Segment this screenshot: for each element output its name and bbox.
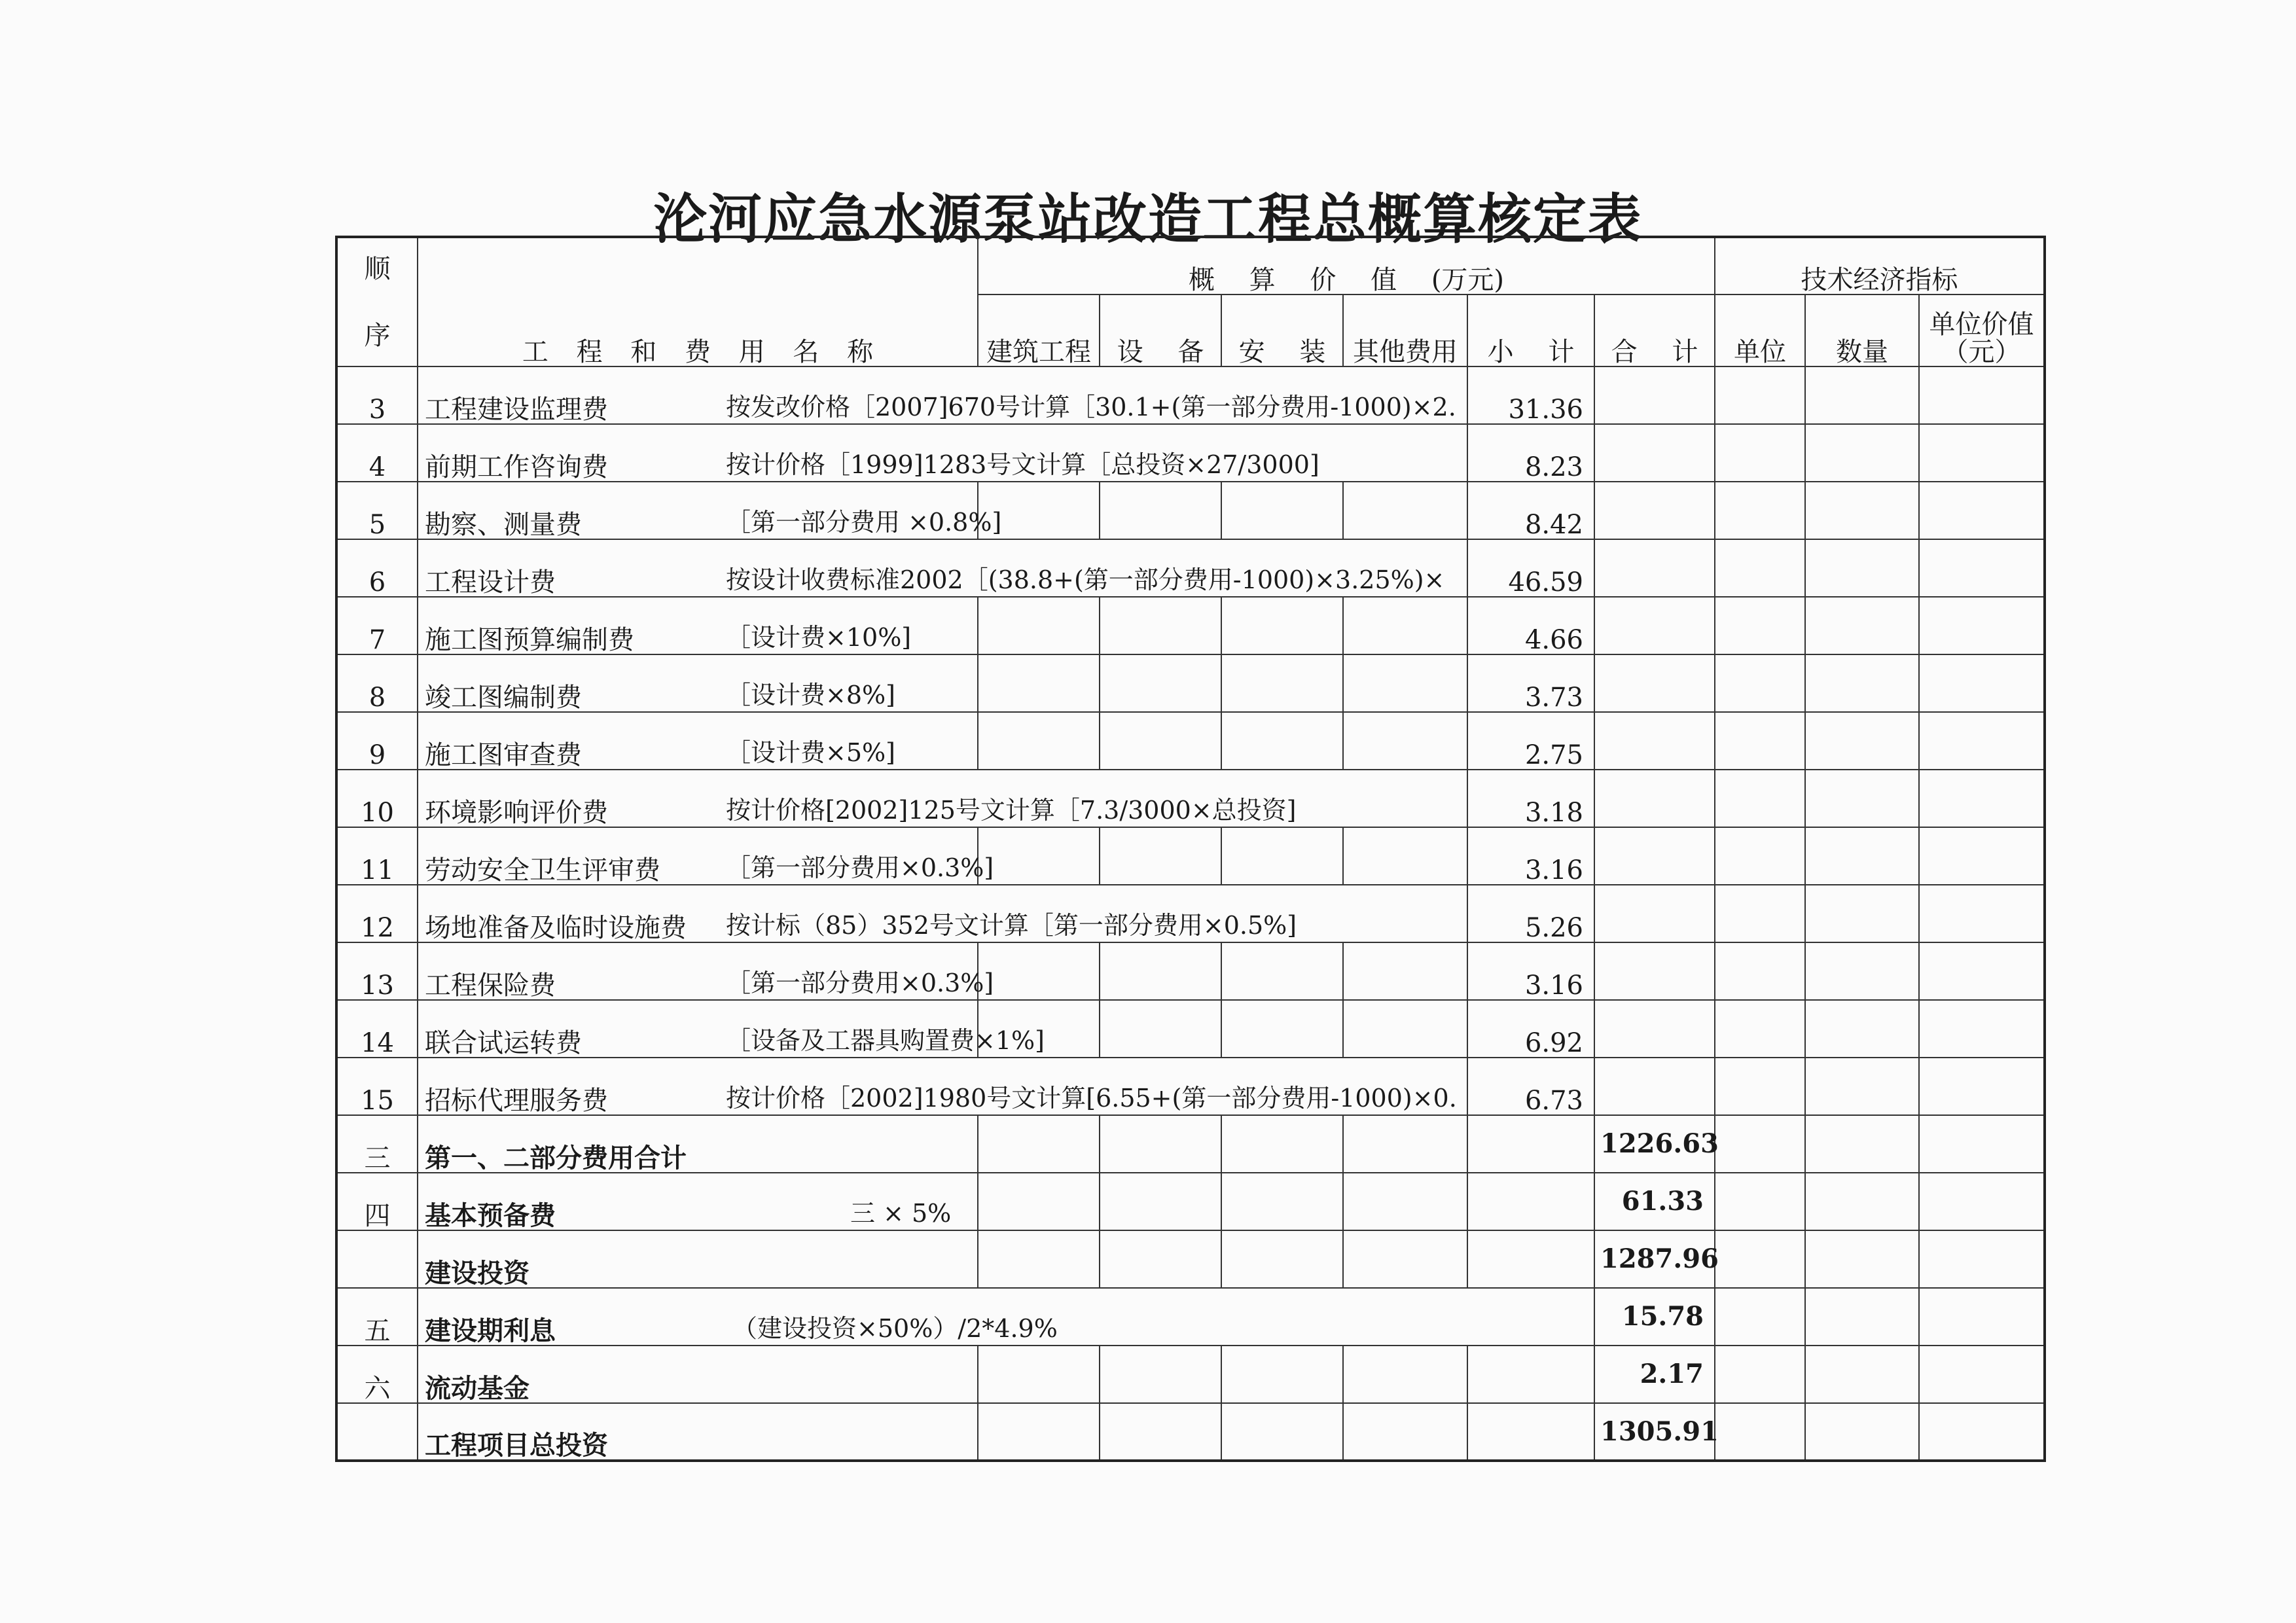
row-number: 10 bbox=[336, 770, 418, 827]
tech-group-header: 技术经济指标 bbox=[1715, 237, 2045, 294]
row-number: 9 bbox=[336, 712, 418, 770]
empty-cell bbox=[1467, 1173, 1594, 1230]
empty-cell bbox=[978, 654, 1100, 712]
tech-indicator-cell bbox=[1805, 827, 1919, 885]
empty-cell bbox=[1221, 1230, 1343, 1288]
tech-indicator-cell bbox=[1919, 482, 2045, 539]
row-name-cell bbox=[418, 424, 1467, 482]
row-name: 前期工作咨询费 bbox=[425, 452, 608, 482]
tech-indicator-cell bbox=[1715, 1230, 1805, 1288]
row-name: 招标代理服务费 bbox=[425, 1086, 608, 1116]
tech-indicator-cell bbox=[1715, 366, 1805, 424]
tech-indicator-cell bbox=[1919, 1346, 2045, 1403]
tech-indicator-cell bbox=[1805, 942, 1919, 1000]
tech-indicator-cell bbox=[1919, 1058, 2045, 1115]
tech-indicator-cell bbox=[1919, 1115, 2045, 1173]
empty-cell bbox=[1343, 1230, 1467, 1288]
total-cell: 15.78 bbox=[1594, 1288, 1715, 1346]
empty-cell bbox=[1100, 712, 1221, 770]
tech-indicator-cell bbox=[1715, 597, 1805, 654]
total-cell: 1226.63 bbox=[1594, 1115, 1715, 1173]
empty-cell bbox=[1100, 1346, 1221, 1403]
empty-cell bbox=[1100, 654, 1221, 712]
row-name: 施工图预算编制费 bbox=[425, 625, 634, 655]
tech-indicator-cell bbox=[1919, 1173, 2045, 1230]
tech-indicator-cell bbox=[1919, 424, 2045, 482]
row-name: 工程设计费 bbox=[425, 567, 556, 597]
row-number: 4 bbox=[336, 424, 418, 482]
row-name: 劳动安全卫生评审费 bbox=[425, 855, 660, 885]
empty-cell bbox=[1100, 942, 1221, 1000]
table-row bbox=[336, 1403, 2045, 1461]
tech-indicator-cell bbox=[1715, 885, 1805, 942]
tech-indicator-cell bbox=[1805, 1403, 1919, 1461]
tech-indicator-cell bbox=[1715, 827, 1805, 885]
row-number: 12 bbox=[336, 885, 418, 942]
empty-cell bbox=[1467, 1230, 1594, 1288]
tech-indicator-cell bbox=[1805, 1058, 1919, 1115]
subtotal-cell: 2.75 bbox=[1467, 712, 1594, 770]
row-name: 基本预备费 bbox=[425, 1200, 556, 1231]
row-formula: 按计价格［1999]1283号文计算［总投资×27/3000] bbox=[726, 450, 1319, 480]
empty-cell bbox=[1100, 1173, 1221, 1230]
empty-cell bbox=[1221, 942, 1343, 1000]
row-name-cell bbox=[418, 827, 994, 885]
tech-indicator-cell bbox=[1919, 1230, 2045, 1288]
empty-cell bbox=[1343, 1346, 1467, 1403]
empty-cell bbox=[1221, 1115, 1343, 1173]
table-row bbox=[336, 424, 2045, 482]
subtotal-cell: 3.16 bbox=[1467, 942, 1594, 1000]
tech-indicator-cell bbox=[1919, 942, 2045, 1000]
total-cell bbox=[1594, 712, 1715, 770]
row-name: 竣工图编制费 bbox=[425, 683, 582, 713]
row-formula: 按发改价格［2007]670号计算［30.1+(第一部分费用-1000)×2. bbox=[726, 393, 1456, 422]
subtotal-cell: 3.18 bbox=[1467, 770, 1594, 827]
row-formula: 按计价格[2002]125号文计算［7.3/3000×总投资] bbox=[726, 796, 1297, 825]
empty-cell bbox=[1467, 1346, 1594, 1403]
budget-table bbox=[335, 236, 2046, 1462]
row-formula: ［第一部分费用×0.3%] bbox=[726, 969, 994, 998]
table-row bbox=[336, 597, 2045, 654]
empty-cell bbox=[1221, 712, 1343, 770]
tech-indicator-cell bbox=[1805, 424, 1919, 482]
empty-cell bbox=[1221, 827, 1343, 885]
subtotal-cell: 31.36 bbox=[1467, 366, 1594, 424]
row-formula: ［设计费×8%] bbox=[726, 681, 895, 710]
row-name: 联合试运转费 bbox=[425, 1028, 582, 1058]
empty-cell bbox=[1343, 827, 1467, 885]
tech-indicator-cell bbox=[1805, 366, 1919, 424]
row-number bbox=[336, 1230, 418, 1288]
table-row bbox=[336, 885, 2045, 942]
row-name-cell bbox=[418, 770, 1467, 827]
row-formula: ［设计费×10%] bbox=[726, 623, 912, 652]
table-row bbox=[336, 770, 2045, 827]
row-formula: 按设计收费标准2002［(38.8+(第一部分费用-1000)×3.25%)× bbox=[726, 565, 1445, 595]
row-number: 14 bbox=[336, 1000, 418, 1058]
empty-cell bbox=[978, 1115, 1100, 1173]
row-name-cell bbox=[418, 885, 1467, 942]
empty-cell bbox=[978, 1000, 1100, 1058]
tech-indicator-cell bbox=[1715, 1000, 1805, 1058]
empty-cell bbox=[978, 482, 1100, 539]
table-row bbox=[336, 366, 2045, 424]
empty-cell bbox=[978, 827, 1100, 885]
row-name-cell bbox=[418, 1403, 978, 1461]
total-cell bbox=[1594, 1000, 1715, 1058]
subtotal-cell: 4.66 bbox=[1467, 597, 1594, 654]
empty-cell bbox=[978, 1230, 1100, 1288]
tech-indicator-cell bbox=[1715, 539, 1805, 597]
subtotal-cell: 46.59 bbox=[1467, 539, 1594, 597]
quantity-header: 数量 bbox=[1805, 294, 1919, 366]
tech-indicator-cell bbox=[1715, 1173, 1805, 1230]
table-row bbox=[336, 1058, 2045, 1115]
row-formula: 三 × 5% bbox=[850, 1199, 952, 1228]
tech-indicator-cell bbox=[1919, 654, 2045, 712]
total-cell bbox=[1594, 424, 1715, 482]
row-name: 工程项目总投资 bbox=[425, 1430, 608, 1461]
seq-header bbox=[336, 237, 418, 366]
tech-indicator-cell bbox=[1919, 712, 2045, 770]
empty-cell bbox=[1343, 712, 1467, 770]
row-name: 施工图审查费 bbox=[425, 740, 582, 770]
row-number: 五 bbox=[336, 1288, 418, 1346]
total-header: 合 计 bbox=[1594, 294, 1715, 366]
row-number: 三 bbox=[336, 1115, 418, 1173]
empty-cell bbox=[1221, 1346, 1343, 1403]
subtotal-cell: 3.16 bbox=[1467, 827, 1594, 885]
row-name: 环境影响评价费 bbox=[425, 798, 608, 828]
table-row bbox=[336, 482, 2045, 539]
tech-indicator-cell bbox=[1919, 1288, 2045, 1346]
tech-indicator-cell bbox=[1715, 424, 1805, 482]
total-cell bbox=[1594, 539, 1715, 597]
tech-indicator-cell bbox=[1715, 654, 1805, 712]
subtotal-cell: 6.73 bbox=[1467, 1058, 1594, 1115]
row-name: 第一、二部分费用合计 bbox=[425, 1143, 687, 1173]
empty-cell bbox=[1100, 1230, 1221, 1288]
tech-indicator-cell bbox=[1805, 597, 1919, 654]
row-number: 13 bbox=[336, 942, 418, 1000]
row-name: 工程建设监理费 bbox=[425, 395, 608, 425]
tech-indicator-cell bbox=[1805, 539, 1919, 597]
tech-indicator-cell bbox=[1715, 482, 1805, 539]
row-name-cell bbox=[418, 712, 978, 770]
empty-cell bbox=[1467, 1403, 1594, 1461]
empty-cell bbox=[978, 712, 1100, 770]
row-name: 勘察、测量费 bbox=[425, 510, 582, 540]
subtotal-cell: 6.92 bbox=[1467, 1000, 1594, 1058]
empty-cell bbox=[1343, 1000, 1467, 1058]
empty-cell bbox=[978, 942, 1100, 1000]
empty-cell bbox=[1221, 482, 1343, 539]
tech-indicator-cell bbox=[1805, 885, 1919, 942]
empty-cell bbox=[1100, 1000, 1221, 1058]
name-header: 工 程 和 费 用 名 称 bbox=[418, 237, 978, 366]
row-name: 工程保险费 bbox=[425, 971, 556, 1001]
tech-indicator-cell bbox=[1715, 1058, 1805, 1115]
row-name-cell bbox=[418, 1058, 1467, 1115]
total-cell bbox=[1594, 827, 1715, 885]
row-formula: 按计价格［2002]1980号文计算[6.55+(第一部分费用-1000)×0. bbox=[726, 1084, 1457, 1113]
table-row bbox=[336, 1346, 2045, 1403]
tech-indicator-cell bbox=[1715, 1346, 1805, 1403]
empty-cell bbox=[1221, 1403, 1343, 1461]
row-formula: 按计标（85）352号文计算［第一部分费用×0.5%] bbox=[726, 911, 1297, 940]
row-number: 15 bbox=[336, 1058, 418, 1115]
header-row-top bbox=[336, 237, 2045, 294]
row-number: 3 bbox=[336, 366, 418, 424]
tech-indicator-cell bbox=[1715, 770, 1805, 827]
table-row bbox=[336, 827, 2045, 885]
row-name: 建设投资 bbox=[425, 1258, 529, 1289]
subtotal-cell: 5.26 bbox=[1467, 885, 1594, 942]
tech-indicator-cell bbox=[1805, 1115, 1919, 1173]
row-name-cell bbox=[418, 1288, 1594, 1346]
tech-indicator-cell bbox=[1919, 827, 2045, 885]
tech-indicator-cell bbox=[1715, 712, 1805, 770]
tech-indicator-cell bbox=[1805, 654, 1919, 712]
empty-cell bbox=[1100, 482, 1221, 539]
row-name-cell bbox=[418, 482, 1002, 540]
empty-cell bbox=[1100, 597, 1221, 654]
total-cell: 2.17 bbox=[1594, 1346, 1715, 1403]
tech-indicator-cell bbox=[1715, 1403, 1805, 1461]
unit-header: 单位 bbox=[1715, 294, 1805, 366]
empty-cell bbox=[1343, 1115, 1467, 1173]
row-formula: ［第一部分费用 ×0.8%] bbox=[726, 508, 1002, 537]
budget-group-header: 概 算 价 值 (万元) bbox=[978, 237, 1715, 294]
empty-cell bbox=[1343, 1173, 1467, 1230]
total-cell: 1305.91 bbox=[1594, 1403, 1715, 1461]
tech-indicator-cell bbox=[1919, 597, 2045, 654]
table-row bbox=[336, 1000, 2045, 1058]
row-name-cell bbox=[418, 1346, 978, 1403]
empty-cell bbox=[1343, 597, 1467, 654]
empty-cell bbox=[1221, 654, 1343, 712]
empty-cell bbox=[1343, 654, 1467, 712]
row-name-cell bbox=[418, 1115, 978, 1173]
building-header: 建筑工程 bbox=[978, 294, 1100, 366]
row-name: 场地准备及临时设施费 bbox=[425, 913, 687, 943]
row-formula: ［第一部分费用×0.3%] bbox=[726, 853, 994, 883]
document-title: 沦河应急水源泵站改造工程总概算核定表 bbox=[653, 188, 1643, 251]
total-cell bbox=[1594, 366, 1715, 424]
tech-indicator-cell bbox=[1715, 1115, 1805, 1173]
row-number: 11 bbox=[336, 827, 418, 885]
row-formula: （建设投资×50%）/2*4.9% bbox=[732, 1314, 1058, 1344]
subtotal-cell: 8.23 bbox=[1467, 424, 1594, 482]
tech-indicator-cell bbox=[1805, 770, 1919, 827]
tech-indicator-cell bbox=[1919, 366, 2045, 424]
unit-price-header: 单位价值（元） bbox=[1919, 294, 2045, 366]
row-name-cell bbox=[418, 1230, 978, 1288]
empty-cell bbox=[1221, 1000, 1343, 1058]
row-name-cell bbox=[418, 942, 994, 1001]
tech-indicator-cell bbox=[1919, 770, 2045, 827]
subtotal-header: 小 计 bbox=[1467, 294, 1594, 366]
row-number: 六 bbox=[336, 1346, 418, 1403]
row-number bbox=[336, 1403, 418, 1461]
equipment-header: 设 备 bbox=[1100, 294, 1221, 366]
total-cell: 1287.96 bbox=[1594, 1230, 1715, 1288]
row-name-cell bbox=[418, 539, 1467, 597]
empty-cell bbox=[978, 1173, 1100, 1230]
row-name-cell bbox=[418, 597, 978, 654]
empty-cell bbox=[978, 1403, 1100, 1461]
tech-indicator-cell bbox=[1715, 942, 1805, 1000]
table-row bbox=[336, 654, 2045, 712]
tech-indicator-cell bbox=[1715, 1288, 1805, 1346]
row-number: 7 bbox=[336, 597, 418, 654]
total-cell bbox=[1594, 654, 1715, 712]
subtotal-cell: 8.42 bbox=[1467, 482, 1594, 539]
total-cell bbox=[1594, 482, 1715, 539]
table-row bbox=[336, 1230, 2045, 1288]
tech-indicator-cell bbox=[1805, 712, 1919, 770]
tech-indicator-cell bbox=[1919, 1000, 2045, 1058]
seq-header-top: 顺 bbox=[364, 253, 391, 284]
empty-cell bbox=[1100, 827, 1221, 885]
install-header: 安 装 bbox=[1221, 294, 1343, 366]
table-row bbox=[336, 712, 2045, 770]
row-formula: ［设计费×5%] bbox=[726, 738, 895, 768]
total-cell bbox=[1594, 597, 1715, 654]
total-cell bbox=[1594, 770, 1715, 827]
tech-indicator-cell bbox=[1919, 539, 2045, 597]
total-cell: 61.33 bbox=[1594, 1173, 1715, 1230]
row-name-cell bbox=[418, 1173, 978, 1230]
empty-cell bbox=[1100, 1403, 1221, 1461]
empty-cell bbox=[1100, 1115, 1221, 1173]
empty-cell bbox=[1221, 1173, 1343, 1230]
total-cell bbox=[1594, 942, 1715, 1000]
other-header: 其他费用 bbox=[1343, 294, 1467, 366]
tech-indicator-cell bbox=[1919, 885, 2045, 942]
row-formula: ［设备及工器具购置费×1%] bbox=[726, 1026, 1045, 1056]
empty-cell bbox=[978, 1346, 1100, 1403]
table-row bbox=[336, 1115, 2045, 1173]
row-name: 流动基金 bbox=[425, 1373, 529, 1404]
row-name-cell bbox=[418, 1000, 1045, 1058]
row-number: 四 bbox=[336, 1173, 418, 1230]
total-cell bbox=[1594, 885, 1715, 942]
table-row bbox=[336, 539, 2045, 597]
table-row bbox=[336, 942, 2045, 1000]
total-cell bbox=[1594, 1058, 1715, 1115]
tech-indicator-cell bbox=[1805, 482, 1919, 539]
tech-indicator-cell bbox=[1805, 1173, 1919, 1230]
empty-cell bbox=[1343, 942, 1467, 1000]
tech-indicator-cell bbox=[1805, 1000, 1919, 1058]
empty-cell bbox=[1343, 482, 1467, 539]
row-number: 5 bbox=[336, 482, 418, 539]
tech-indicator-cell bbox=[1805, 1288, 1919, 1346]
table-row bbox=[336, 1173, 2045, 1230]
empty-cell bbox=[1221, 597, 1343, 654]
row-number: 8 bbox=[336, 654, 418, 712]
row-number: 6 bbox=[336, 539, 418, 597]
seq-header-bottom: 序 bbox=[364, 320, 391, 351]
tech-indicator-cell bbox=[1805, 1346, 1919, 1403]
row-name-cell bbox=[418, 366, 1467, 424]
row-name-cell bbox=[418, 654, 978, 712]
row-name: 建设期利息 bbox=[425, 1315, 556, 1346]
empty-cell bbox=[978, 597, 1100, 654]
subtotal-cell: 3.73 bbox=[1467, 654, 1594, 712]
tech-indicator-cell bbox=[1805, 1230, 1919, 1288]
empty-cell bbox=[1343, 1403, 1467, 1461]
table-row bbox=[336, 1288, 2045, 1346]
empty-cell bbox=[1467, 1115, 1594, 1173]
tech-indicator-cell bbox=[1919, 1403, 2045, 1461]
